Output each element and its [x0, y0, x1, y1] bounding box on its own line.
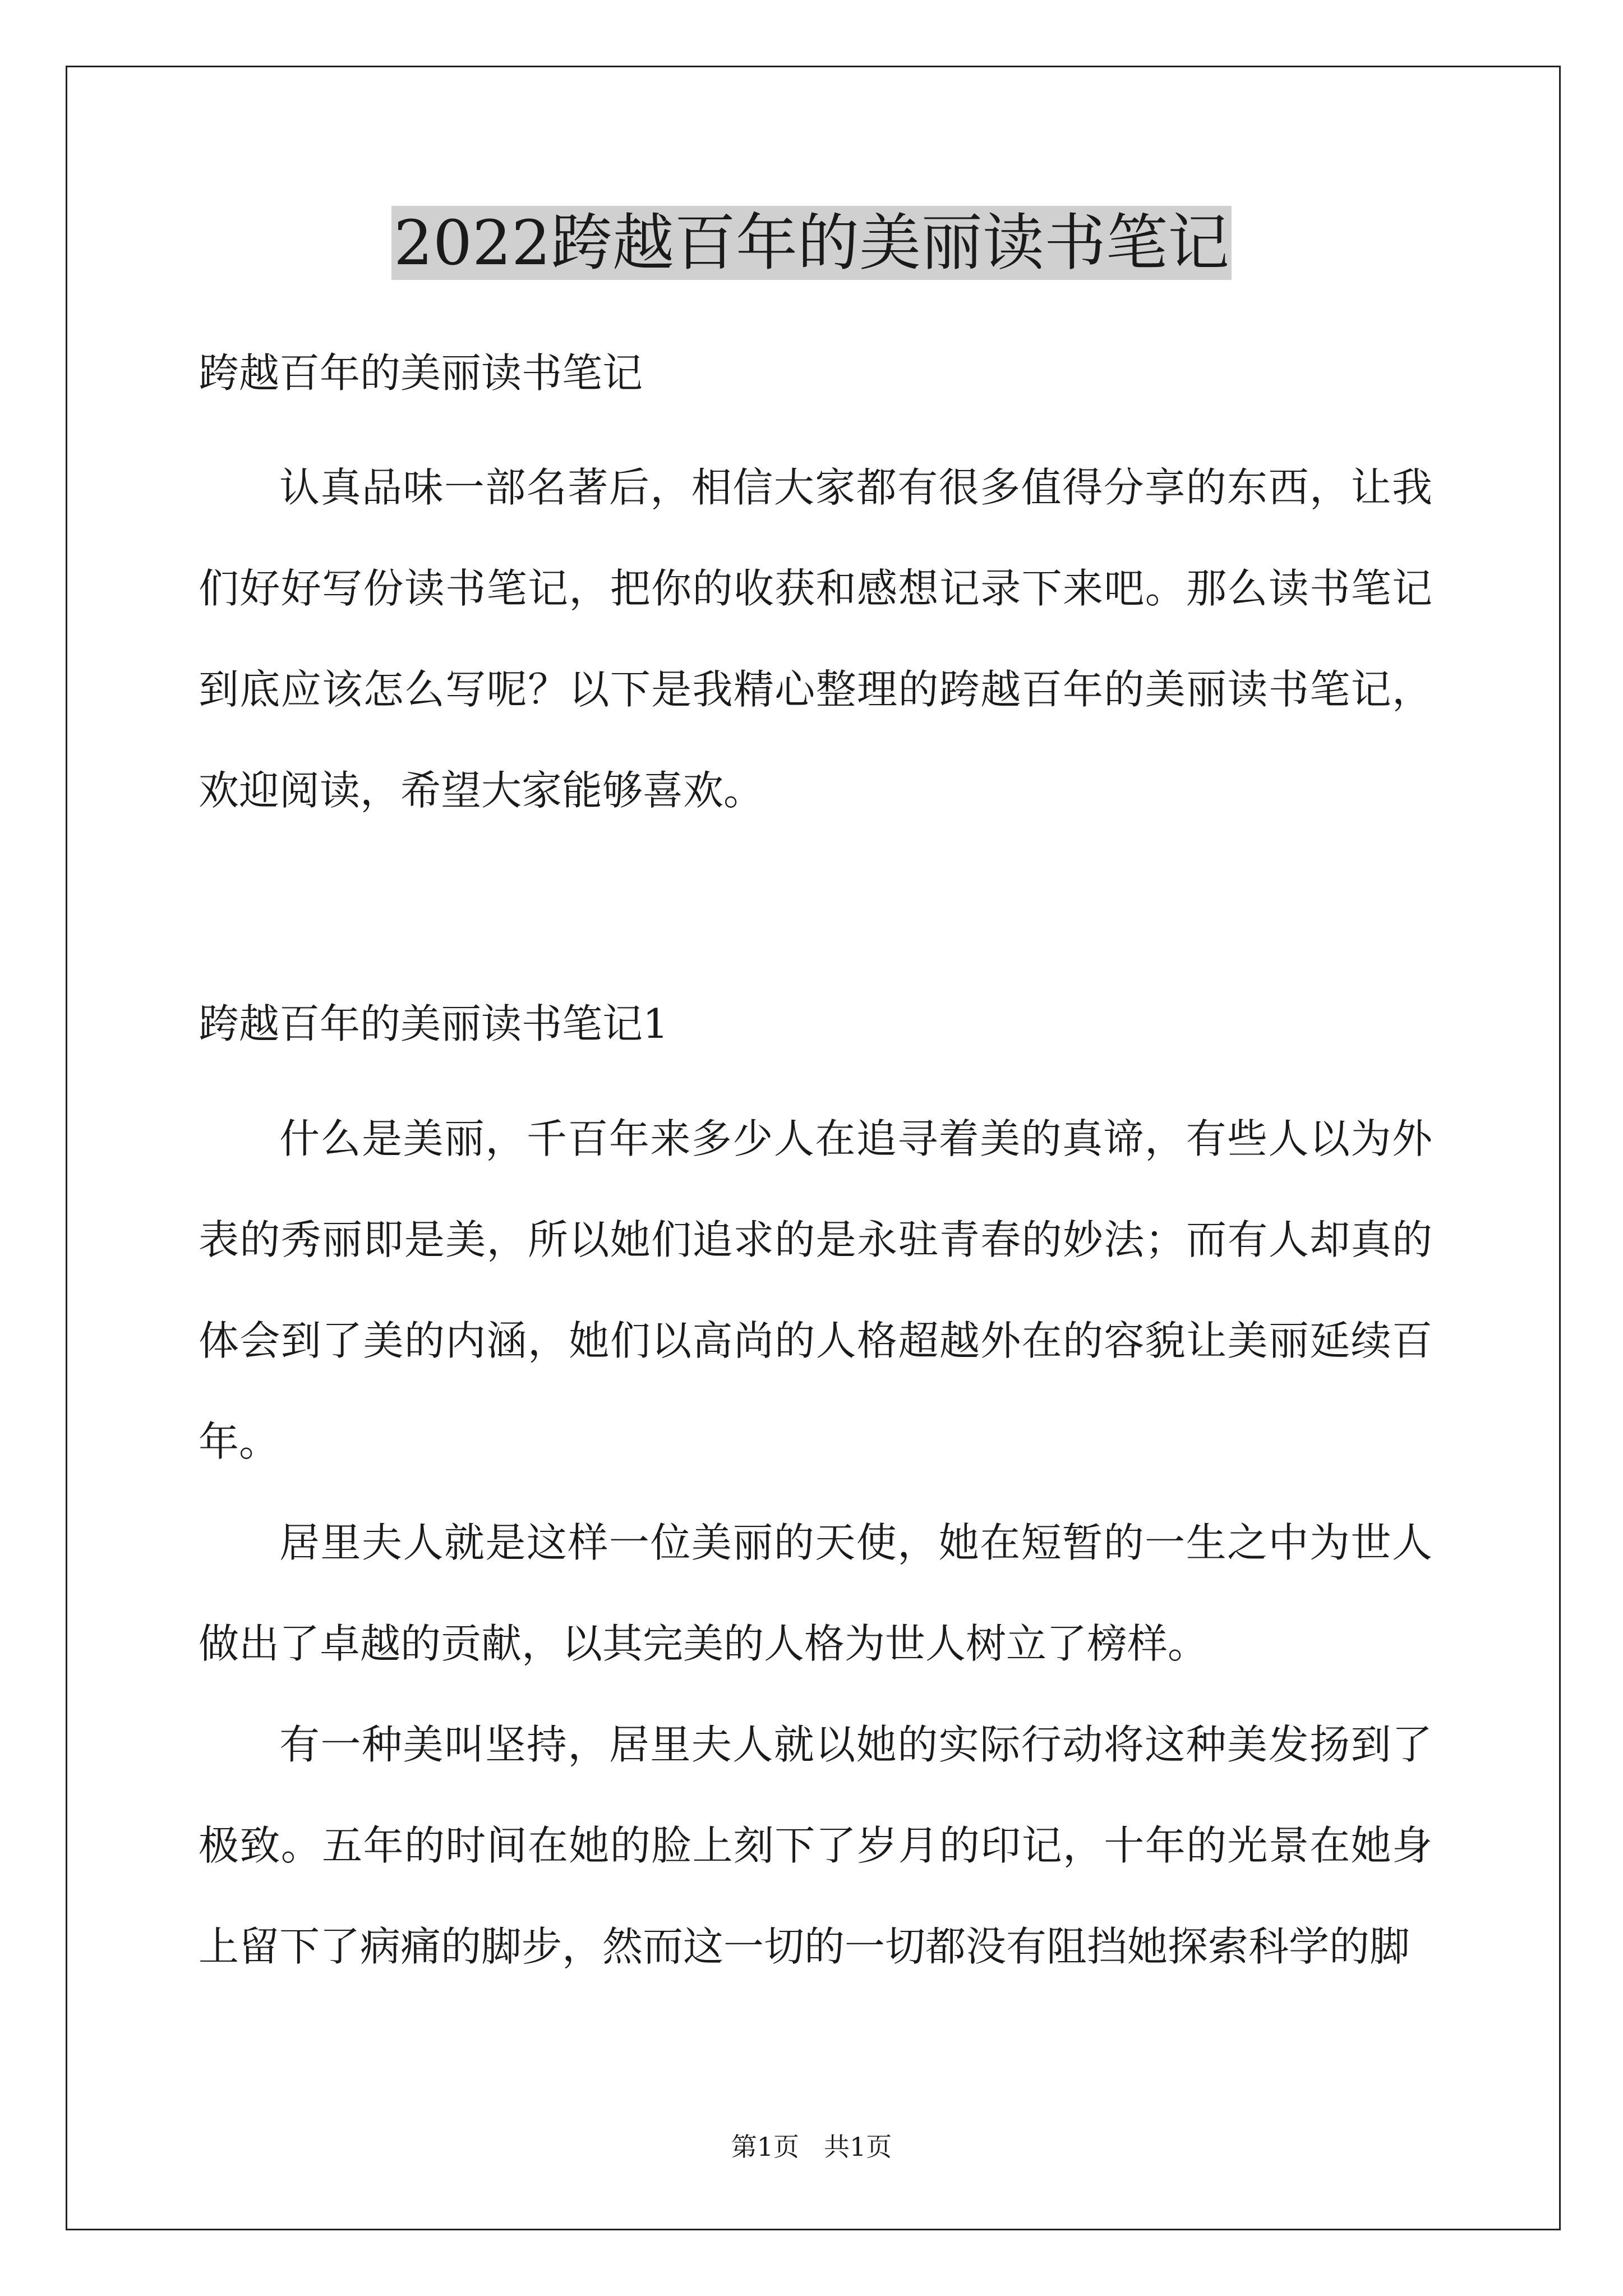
section-heading: 跨越百年的美丽读书笔记1 [199, 1000, 668, 1047]
intro-body [199, 437, 1432, 841]
section-paragraph-3: 有一种美叫坚持，居里夫人就以她的实际行动将这种美发扬到了极致。五年的时间在她的脸上刻下了岁月的印记，十年的光景在她身上留下了病痛的脚步，然而这一切的一切都没有阻挡她探索科学的脚 [199, 1721, 1432, 1970]
intro-heading: 跨越百年的美丽读书笔记 [199, 349, 643, 397]
footer-gap [799, 2132, 824, 2162]
page-number-current: 第1页 [731, 2132, 800, 2162]
section-1-body [199, 1088, 1432, 1997]
section-paragraph-1: 什么是美丽，千百年来多少人在追寻着美的真谛，有些人以为外表的秀丽即是美，所以她们追求的是永驻青春的妙法；而有人却真的体会到了美的内涵，她们以高尚的人格超越外在的容貌让美丽延续百年。 [199, 1115, 1432, 1465]
intro-section [199, 345, 1432, 401]
document-title [0, 201, 1623, 285]
page-number-total: 共1页 [823, 2132, 892, 2162]
section-paragraph-2: 居里夫人就是这样一位美丽的天使，她在短暂的一生之中为世人做出了卓越的贡献，以其完美的人格为世人树立了榜样。 [199, 1519, 1432, 1667]
intro-paragraph: 认真品味一部名著后，相信大家都有很多值得分享的东西，让我们好好写份读书笔记，把你的收获和感想记录下来吧。那么读书笔记到底应该怎么写呢？以下是我精心整理的跨越百年的美丽读书笔记，欢迎阅读，希望大家能够喜欢。 [199, 464, 1432, 814]
document-title-text: 2022跨越百年的美丽读书笔记 [391, 206, 1232, 280]
page-footer [0, 2130, 1623, 2164]
section-1 [199, 996, 1432, 1052]
